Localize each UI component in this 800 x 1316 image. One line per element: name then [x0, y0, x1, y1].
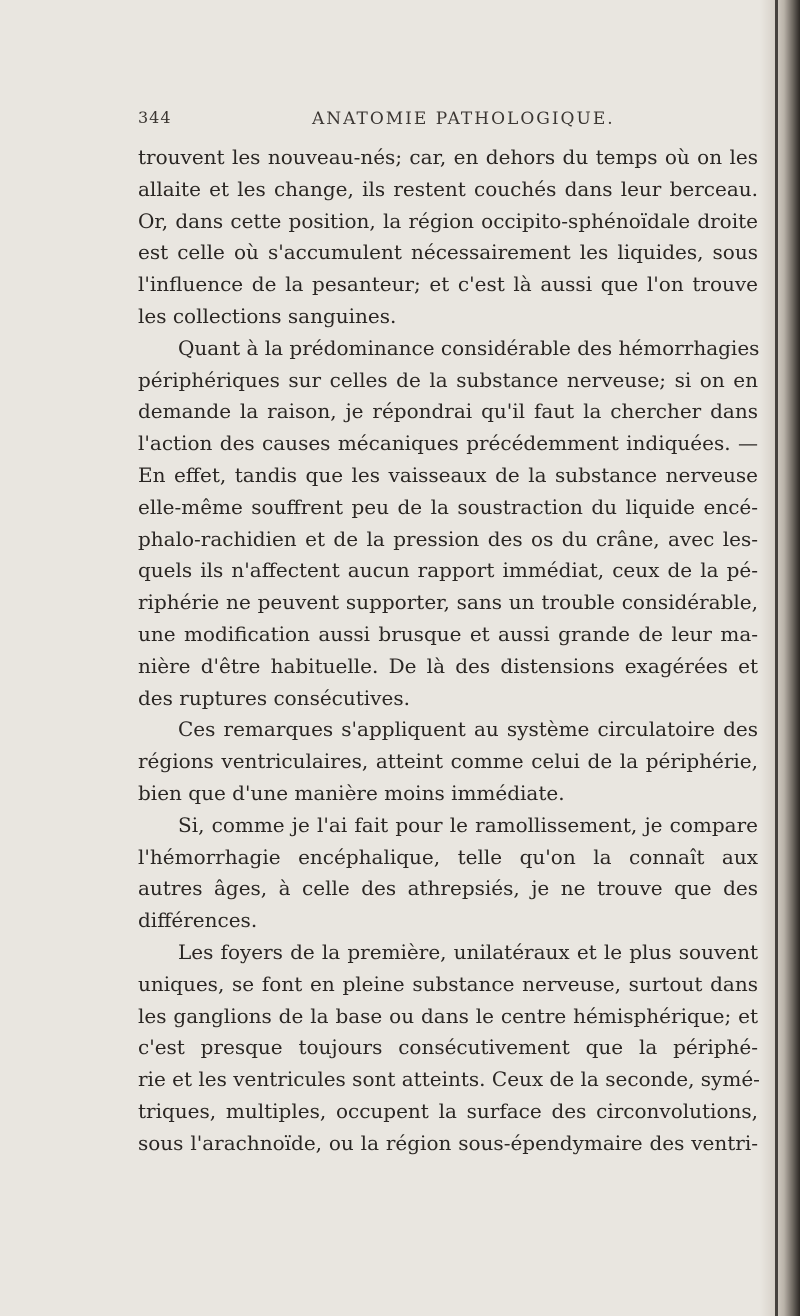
page-edge-shadow: [760, 0, 800, 1316]
text-line: l'hémorrhagie encéphalique, telle qu'on la connaît aux: [138, 844, 758, 869]
text-line: allaite et les change, ils restent couchés dans leur berceau.: [138, 176, 758, 201]
page-header: [138, 108, 738, 132]
binding-line: [775, 0, 778, 1316]
text-line: trouvent les nouveau-nés; car, en dehors du temps où on les: [138, 145, 758, 169]
text-line: c'est presque toujours consécutivement que la périphé-: [138, 1035, 758, 1060]
text-line: demande la raison, je répondrai qu'il faut la chercher dans: [138, 399, 758, 424]
text-line: les ganglions de la base ou dans le centre hémisphérique; et: [138, 1003, 758, 1028]
text-line: Si, comme je l'ai fait pour le ramollissement, je compare: [178, 812, 758, 837]
text-line: Or, dans cette position, la région occipito-sphénoïdale droite: [138, 208, 758, 233]
text-line: rie et les ventricules sont atteints. Ceux de la seconde, symé-: [138, 1067, 760, 1092]
text-line: riphérie ne peuvent supporter, sans un trouble considérable,: [138, 590, 758, 615]
body-text: [138, 142, 758, 1160]
text-line: elle-même souffrent peu de la soustraction du liquide encé-: [138, 494, 758, 519]
text-line: des ruptures consécutives.: [138, 685, 410, 710]
text-line: est celle où s'accumulent nécessairement les liquides, sous: [138, 240, 758, 265]
text-line: l'action des causes mécaniques précédemment indiquées. —: [138, 431, 758, 456]
text-line: différences.: [138, 908, 258, 933]
text-line: Les foyers de la première, unilatéraux et le plus souvent: [178, 939, 758, 964]
text-line: sous l'arachnoïde, ou la région sous-épendymaire des ventri-: [138, 1130, 758, 1155]
text-line: nière d'être habituelle. De là des distensions exagérées et: [138, 653, 758, 678]
text-line: les collections sanguines.: [138, 303, 397, 328]
text-line: phalo-rachidien et de la pression des os du crâne, avec les-: [138, 526, 758, 551]
running-head: ANATOMIE PATHOLOGIQUE.: [312, 109, 615, 129]
text-line: Quant à la prédominance considérable des hémorrhagies: [178, 335, 760, 360]
page-number: 344: [138, 108, 172, 127]
text-line: autres âges, à celle des athrepsiés, je ne trouve que des: [138, 876, 758, 901]
text-line: En effet, tandis que les vaisseaux de la substance nerveuse: [138, 462, 758, 487]
text-line: triques, multiples, occupent la surface des circonvolutions,: [138, 1098, 758, 1123]
text-line: régions ventriculaires, atteint comme celui de la périphérie,: [138, 749, 758, 774]
text-line: une modification aussi brusque et aussi grande de leur ma-: [138, 621, 758, 646]
text-line: Ces remarques s'appliquent au système circulatoire des: [178, 717, 758, 742]
text-line: périphériques sur celles de la substance nerveuse; si on en: [138, 367, 758, 392]
text-line: uniques, se font en pleine substance nerveuse, surtout dans: [138, 971, 758, 996]
text-line: quels ils n'affectent aucun rapport immédiat, ceux de la pé-: [138, 558, 758, 583]
text-line: l'influence de la pesanteur; et c'est là aussi que l'on trouve: [138, 272, 758, 297]
text-line: bien que d'une manière moins immédiate.: [138, 780, 565, 805]
